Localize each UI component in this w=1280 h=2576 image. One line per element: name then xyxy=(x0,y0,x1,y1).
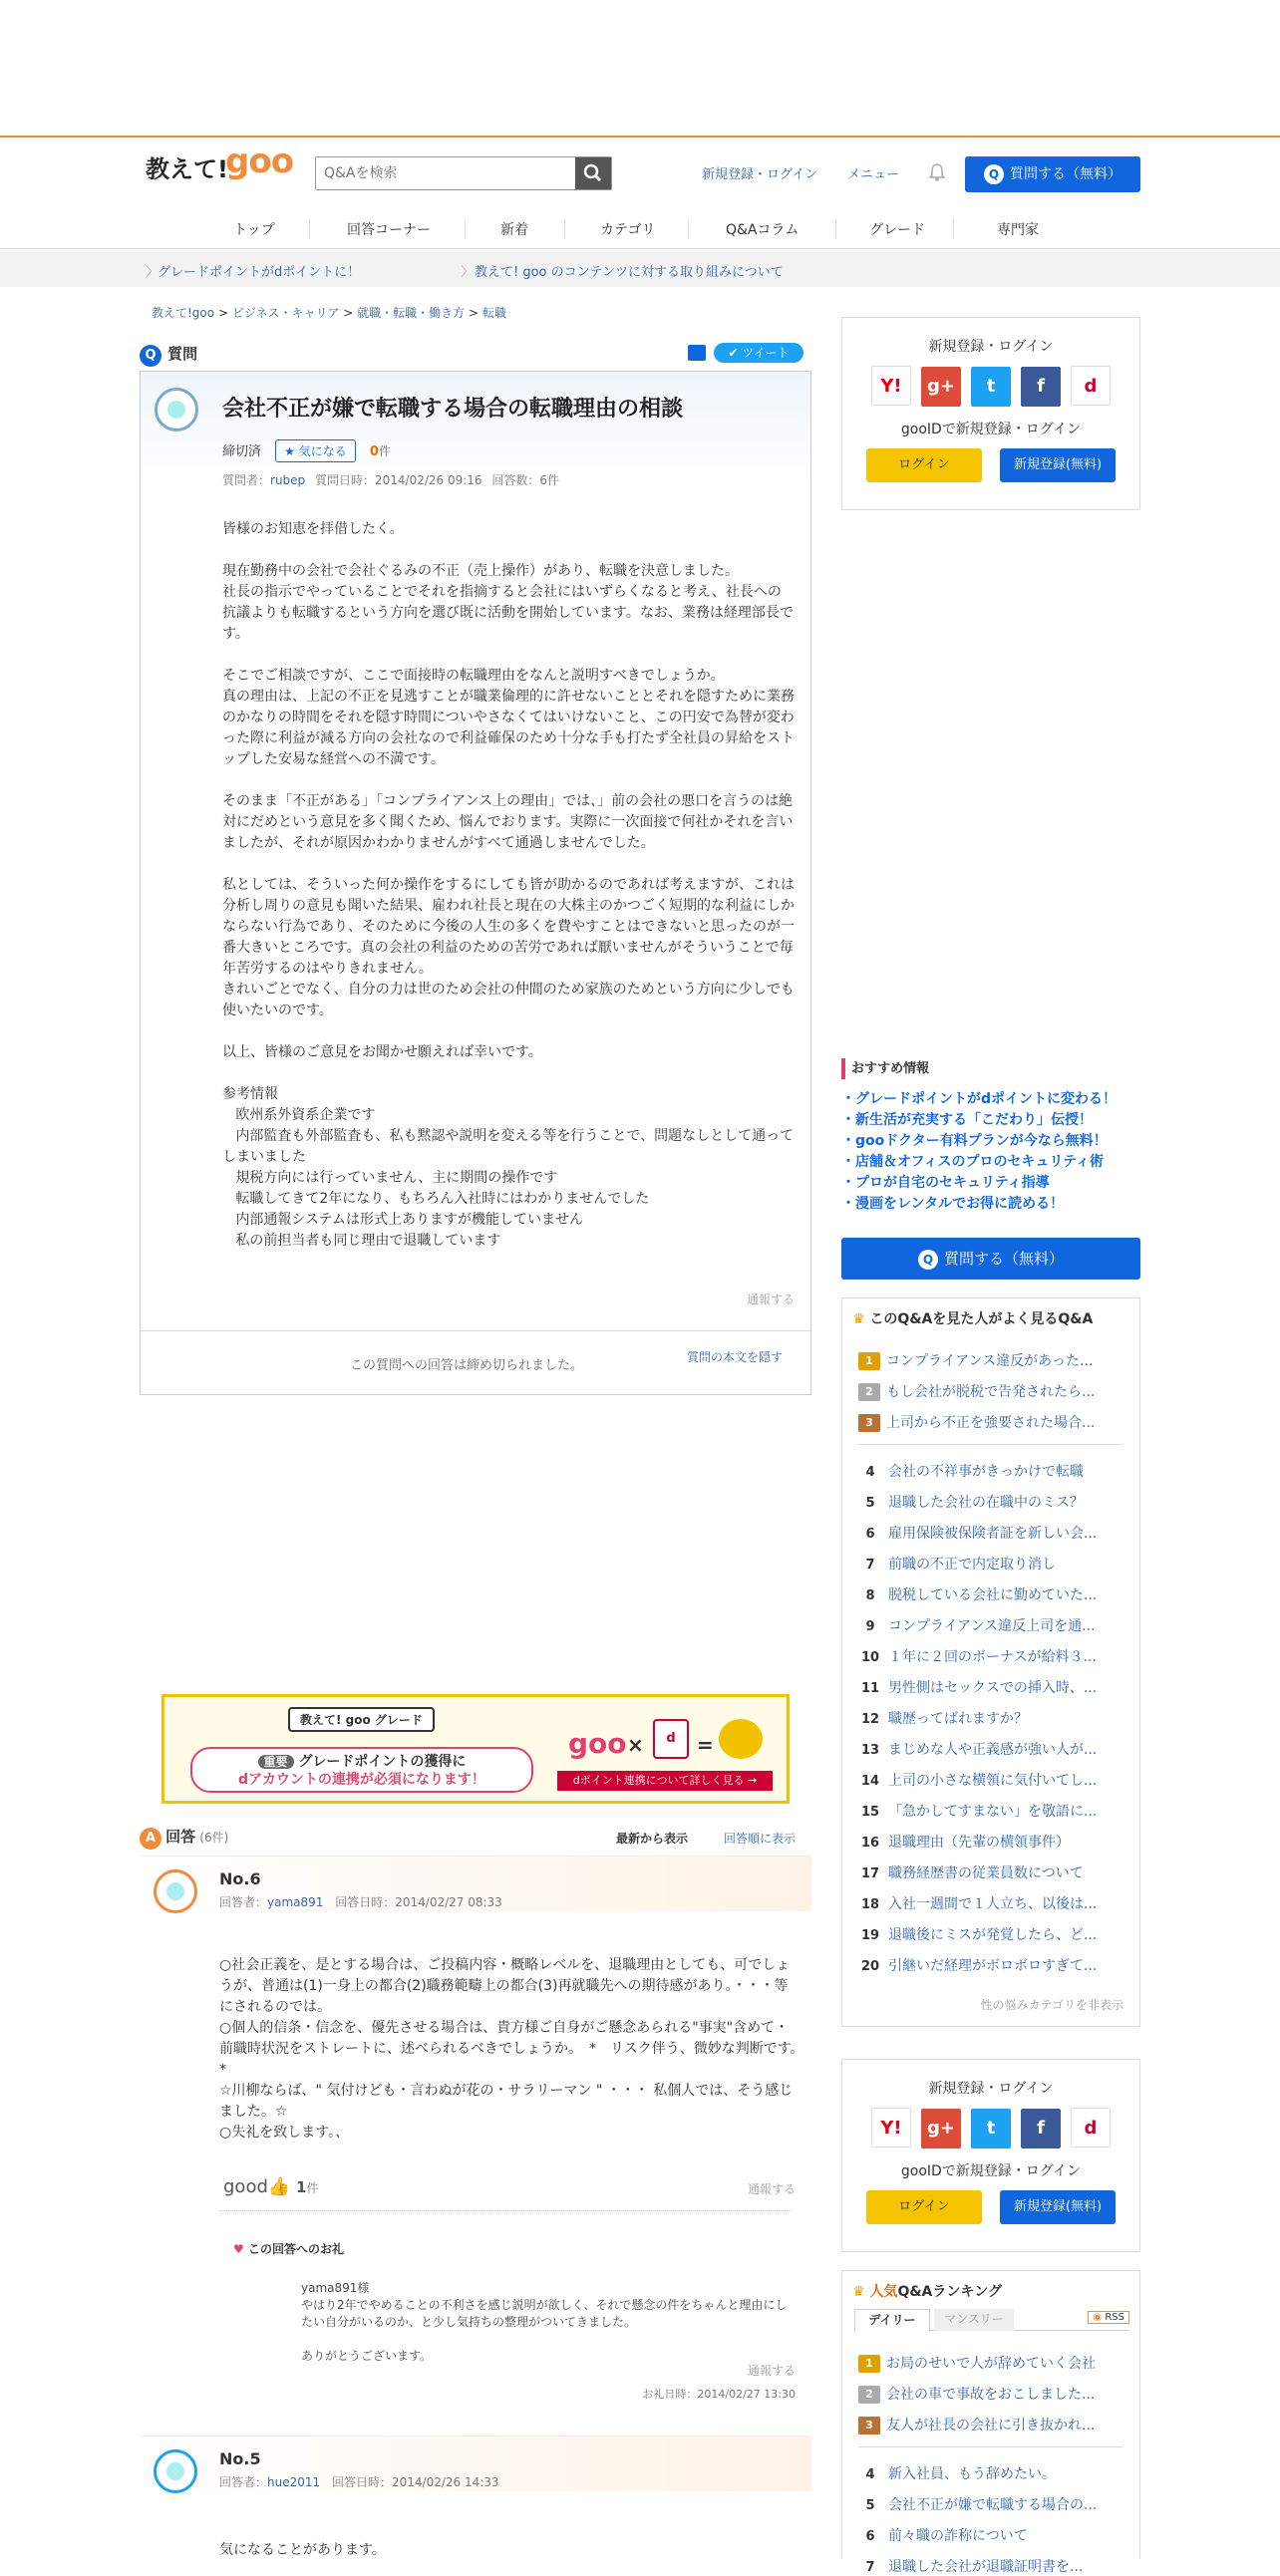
thanks-body: yama891様 やはり2年でやめることの不利さを感じ説明が欲しく、それで懸念の件をちゃんと理由にしたい自分がいるのか、と少し気持ちの整理がついてきました。 ありがとうございます。 xyxy=(301,2281,788,2363)
rank-2-crown-icon: 2 xyxy=(858,2386,880,2404)
popular-item[interactable]: 1 お局のせいで人が辞めていく会社 xyxy=(858,2353,1096,2373)
notice-contents[interactable]: 教えて! goo のコンテンツに対する取り組みについて xyxy=(475,265,784,280)
crown-icon: ♛ xyxy=(852,2284,865,2300)
closed-notice: この質問への回答は締め切られました。 xyxy=(350,1358,584,1373)
rank-2-crown-icon: 2 xyxy=(858,1383,880,1401)
register-button[interactable]: 新規登録(無料) xyxy=(1000,2190,1116,2224)
facebook-icon[interactable]: f xyxy=(1021,2109,1061,2148)
report-link[interactable]: 通報する xyxy=(746,1292,795,1306)
good-label: good xyxy=(223,2176,268,2197)
recommend-box xyxy=(841,1058,1140,1215)
facebook-icon[interactable]: f xyxy=(1021,367,1061,407)
rank-1-crown-icon: 1 xyxy=(858,2355,880,2373)
related-item[interactable]: 7 前職の不正で内定取り消し xyxy=(865,1557,1056,1573)
social-login-row xyxy=(842,366,1139,407)
dpoint-link-button[interactable]: dポイント連携について詳しく見る → xyxy=(557,1771,773,1791)
answer-date: 回答日時：2014/02/26 14:33 xyxy=(331,2475,499,2489)
related-item[interactable]: 13 まじめな人や正義感が強い人が... xyxy=(860,1742,1098,1758)
global-nav xyxy=(0,209,1280,249)
crown-icon: ♛ xyxy=(852,1311,865,1327)
related-title-row xyxy=(852,1308,1093,1328)
nav-grade[interactable]: グレード xyxy=(869,222,925,238)
popular-title-row xyxy=(852,2281,1002,2301)
related-item[interactable]: 10 １年に２回のボーナスが給料３... xyxy=(860,1649,1097,1665)
search-box xyxy=(315,156,612,190)
related-item[interactable]: 20 引継いだ経理がボロボロすぎて... xyxy=(860,1958,1098,1974)
answer-date: 回答日時：2014/02/27 08:33 xyxy=(335,1895,502,1909)
banner-times: × xyxy=(627,1733,644,1757)
related-item[interactable]: 11 男性側はセックスでの挿入時、... xyxy=(860,1680,1098,1696)
tab-monthly[interactable]: マンスリー xyxy=(934,2309,1014,2331)
answers-count: (6件) xyxy=(199,1831,229,1845)
nav-expert[interactable]: 専門家 xyxy=(997,222,1039,238)
login-buttons xyxy=(842,2190,1139,2224)
recommend-item[interactable]: ・店舗＆オフィスのプロのセキュリティ術 xyxy=(841,1154,1105,1170)
popular-item[interactable]: 6 前々職の詐称について xyxy=(865,2528,1028,2544)
nav-category[interactable]: カテゴリ xyxy=(600,222,656,238)
popular-item[interactable]: 3 友人が社長の会社に引き抜かれ... xyxy=(858,2415,1095,2434)
search-icon xyxy=(575,157,611,189)
bookmark-icon[interactable] xyxy=(688,345,706,361)
answerer-link[interactable]: hue2011 xyxy=(267,2475,321,2489)
nav-top[interactable]: トップ xyxy=(233,222,275,238)
chevron-right-icon: 〉 xyxy=(146,265,160,280)
goo-id-text: gooIDで新規登録・ログイン xyxy=(900,422,1082,437)
recommend-title: おすすめ情報 xyxy=(841,1058,1140,1079)
answerer-avatar xyxy=(154,2449,197,2493)
answer-number: No.6 xyxy=(219,1869,261,1888)
rss-icon: ◉ xyxy=(1093,2312,1103,2323)
tab-daily[interactable]: デイリー xyxy=(854,2309,930,2332)
related-item[interactable]: 19 退職後にミスが発覚したら、ど... xyxy=(860,1927,1098,1943)
related-item[interactable]: 12 職歴ってばれますか？ xyxy=(860,1711,1028,1727)
google-plus-icon[interactable]: g+ xyxy=(921,2109,961,2148)
question-title: 会社不正が嫌で転職する場合の転職理由の相談 xyxy=(222,397,684,422)
question-status-row xyxy=(222,439,391,462)
bell-icon[interactable] xyxy=(927,162,947,182)
thanks-label-row xyxy=(233,2240,344,2257)
answer-5 xyxy=(140,2435,811,2559)
sort-by-order[interactable]: 回答順に表示 xyxy=(724,1832,797,1846)
recommend-item[interactable]: ・gooドクター有料プランが今なら無料！ xyxy=(841,1133,1108,1149)
q-icon: Q xyxy=(984,164,1004,184)
grade-banner[interactable] xyxy=(161,1694,790,1804)
dpoint-icon: d xyxy=(653,1719,689,1759)
watch-label: 気になる xyxy=(298,444,347,458)
banner-line1: グレードポイントの獲得に xyxy=(298,1754,467,1770)
sidebar-ask-button[interactable] xyxy=(841,1238,1140,1280)
star-icon: ★ xyxy=(284,444,295,458)
search-input[interactable] xyxy=(316,157,577,189)
answer-6 xyxy=(140,1856,811,2435)
logo-text[interactable]: 教えて! xyxy=(146,155,228,183)
nav-answer-corner[interactable]: 回答コーナー xyxy=(347,222,431,238)
docomo-icon[interactable]: d xyxy=(1071,2108,1111,2147)
login-buttons xyxy=(842,448,1139,482)
answer-icon: A xyxy=(140,1828,161,1850)
breadcrumb: 教えて!goo > ビジネス・キャリア > 就職・転職・働き方 > 転職 xyxy=(152,306,506,320)
answer-body: 気になることがあります。 xyxy=(219,2542,386,2558)
related-item[interactable]: 15 「急かしてすまない」を敬語に... xyxy=(860,1804,1098,1820)
yahoo-icon[interactable]: Y! xyxy=(871,2108,911,2147)
recommend-item[interactable]: ・漫画をレンタルでお得に読める！ xyxy=(841,1196,1065,1212)
yahoo-icon[interactable]: Y! xyxy=(871,366,911,406)
answers-header xyxy=(140,1826,811,1856)
popular-item[interactable]: 2 会社の車で事故をおこしました... xyxy=(858,2384,1095,2404)
chevron-right-icon: 〉 xyxy=(461,265,475,280)
rss-button[interactable]: ◉ RSS xyxy=(1088,2311,1129,2324)
question-meta xyxy=(222,471,559,488)
notice-bar xyxy=(0,251,1280,287)
top-ad-area xyxy=(0,0,1280,138)
sidebar-login-box xyxy=(841,317,1140,510)
breadcrumb-item[interactable]: 就職・転職・働き方 xyxy=(357,306,466,320)
login-title: 新規登録・ログイン xyxy=(928,2081,1054,2097)
google-plus-icon[interactable]: g+ xyxy=(921,367,961,407)
banner-line2: dアカウントの連携が必須になります！ xyxy=(238,1772,485,1788)
logo-goo[interactable]: goo xyxy=(225,142,294,181)
asker-label: 質問者： xyxy=(222,473,271,487)
ask-button-label: 質問する（無料） xyxy=(943,1250,1064,1268)
related-item[interactable]: 14 上司の小さな横領に気付いてし... xyxy=(860,1773,1098,1789)
question-body: 皆様のお知恵を拝借したく。 現在勤務中の会社で会社ぐるみの不正（売上操作）があり、転職を決意しました。 社長の指示でやっていることでそれを指摘すると会社にはいずらくなると考え、社長への抗議よりも転職するという方向を選び既に活動を開始しています。なお、業務は経理部長です。 そこでご相談ですが、ここで面接時の転職理由をなんと説明すべきでしょうか。 真の理由は、上記の不正を見逃すことが職業倫理的に許せないこととそれを隠すために業務のかなりの時間をそれを隠す時間についやさなくてはいけないこと、この円安で為替が変わった際に利益が減る方向の会社なので利益確保のため十分な手も打たず全社員の昇給をストップした安易な経営への不満です。 そのまま「不正がある」「コンプライアンス上の理由」では、」前の会社の悪口を言うのは絶対にだめという意見を多く聞くため、悩んでおります。実際に一次面接で何社かそれを言いましたが、それが原因かわかりませんがすべて通過しませんでした。 私としては、そういった何か操作をするにしても皆が助かるのであれば考えますが、これは分析し周りの意見も聞いた結果、雇われ社長と現在の大株主のかつごく短期的な利益にしかならない行為であり、そのために今後の人生の多くを費やすことはできないと思ったのが一番大きいところです。真の会社の利益のための苦労であれば厭いませんがそういうことで毎年苦労するのはやりきれません。 きれいごとでなく、自分の力は世のため会社の仲間のため家族のためという方向に少しでも使いたいのです。 以上、皆様のご意見をお聞かせ願えれば幸いです。 参考情報 欧州系外資系企業です 内部監査も外部監査も、私も黙認や説明を変える等を行うことで、問題なしとして通ってしまいました 規税方向には行っていません、主に期間の操作です 転職してきて2年になり、もちろん入社時にはわかりませんでした 内部通報システムは形式上ありますが機能していません 私の前担当者も同じ理由で退職しています xyxy=(222,521,795,1249)
nav-qa-column[interactable]: Q&Aコラム xyxy=(726,222,800,238)
related-item[interactable]: 9 コンプライアンス違反上司を通... xyxy=(865,1618,1096,1634)
login-title: 新規登録・ログイン xyxy=(928,339,1054,355)
banner-eq: = xyxy=(697,1733,714,1757)
recommend-item[interactable]: ・グレードポイントがdポイントに変わる！ xyxy=(841,1091,1118,1107)
menu-link[interactable]: メニュー xyxy=(847,167,900,182)
search-button[interactable] xyxy=(575,157,611,189)
thanks-date: お礼日時：2014/02/27 13:30 xyxy=(642,2388,796,2401)
answerer-label: 回答者： xyxy=(219,2475,268,2489)
twitter-icon[interactable]: t xyxy=(971,367,1011,407)
asker-avatar xyxy=(155,388,198,431)
related-item[interactable]: 8 脱税している会社に勤めていた... xyxy=(865,1587,1098,1603)
related-item[interactable]: 17 職務経歴書の従業員数について xyxy=(860,1865,1084,1881)
thanks-report-link[interactable]: 通報する xyxy=(747,2364,796,2378)
question-section-header xyxy=(140,343,811,367)
answerer-label: 回答者： xyxy=(219,1895,268,1909)
related-item[interactable]: 18 入社一週間で１人立ち、以後は... xyxy=(860,1896,1098,1912)
tweet-button[interactable] xyxy=(714,343,803,363)
breadcrumb-item[interactable]: 転職 xyxy=(481,306,506,320)
related-qa-box xyxy=(841,1297,1140,2027)
thumbs-up-icon: 👍 xyxy=(267,2176,291,2197)
banner-brand: 教えて! goo グレード xyxy=(288,1707,435,1732)
banner-goo: goo xyxy=(568,1727,627,1760)
rank-1-crown-icon: 1 xyxy=(858,1352,880,1370)
recommend-item[interactable]: ・新生活が充実する「こだわり」伝授！ xyxy=(841,1112,1093,1128)
related-item[interactable]: 2 もし会社が脱税で告発されたら... xyxy=(858,1381,1095,1401)
important-badge: 重要 xyxy=(258,1755,294,1769)
popular-title-prefix: 人気 xyxy=(869,2284,898,2300)
good-button[interactable] xyxy=(223,2176,319,2197)
question-top xyxy=(141,372,810,481)
hide-body-link[interactable]: 質問の本文を隠す xyxy=(687,1350,784,1364)
report-link[interactable]: 通報する xyxy=(747,2182,796,2196)
asker-link[interactable]: rubep xyxy=(270,473,306,487)
popular-item[interactable]: 7 退職した会社が退職証明書を... xyxy=(865,2559,1084,2575)
good-count: 1 xyxy=(296,2178,307,2196)
thanks-label: この回答へのお礼 xyxy=(247,2242,344,2256)
related-item[interactable]: 6 雇用保険被保険者証を新しい会... xyxy=(865,1526,1098,1542)
coins-icon xyxy=(719,1719,763,1759)
question-date: 質問日時：2014/02/26 09:16 xyxy=(315,473,482,487)
popular-title: Q&Aランキング xyxy=(897,2284,1002,2300)
answers-label: 回答 xyxy=(165,1828,196,1846)
answer-body: ○社会正義を、是とする場合は、ご投稿内容・概略レベルを、退職理由としても、可でしょうが、普通は(1)一身上の都合(2)職務範疇上の都合(3)再就職先への期待感があり。・・・等にされるのでは。 ○個人的信条・信念を、優先させる場合は、貴方様ご自身がご懸念あられる"事実"含めて・前職時状況をストレートに、述べられるべきでしょうか。 * リスク伴う、微妙な判断です。 * ☆川柳ならば、" 気付けども・言わぬが花の・サラリーマン " ・・・ 私個人では、そう感じました。☆ ○失礼を致します。、 xyxy=(219,1957,798,2141)
answer-count: 回答数：6件 xyxy=(491,473,560,487)
twitter-icon[interactable]: t xyxy=(971,2109,1011,2148)
breadcrumb-item[interactable]: 教えて!goo xyxy=(152,306,215,320)
related-item[interactable]: 16 退職理由（先輩の横領事件） xyxy=(860,1835,1070,1851)
rank-3-crown-icon: 3 xyxy=(858,1414,880,1432)
answer-number: No.5 xyxy=(219,2449,261,2468)
hide-category-link[interactable]: 性の悩みカテゴリを非表示 xyxy=(980,1998,1123,2012)
heart-icon: ♥ xyxy=(233,2242,244,2256)
docomo-icon[interactable]: d xyxy=(1071,366,1111,406)
answerer-avatar xyxy=(154,1869,197,1913)
related-item[interactable]: 1 コンプライアンス違反があった... xyxy=(858,1350,1093,1370)
question-section-label: 質問 xyxy=(167,345,198,363)
related-item[interactable]: 4 会社の不祥事がきっかけで転職 xyxy=(865,1464,1084,1480)
popular-tabs xyxy=(854,2309,1129,2331)
good-unit: 件 xyxy=(306,2181,319,2195)
popular-item[interactable]: 5 会社不正が嫌で転職する場合の... xyxy=(865,2497,1098,2513)
related-title: このQ&Aを見た人がよく見るQ&A xyxy=(869,1311,1094,1327)
rank-3-crown-icon: 3 xyxy=(858,2417,880,2434)
tweet-label: ツイート xyxy=(742,346,790,360)
popular-ranking-box xyxy=(841,2270,1140,2575)
notice-grade[interactable]: グレードポイントがdポイントに！ xyxy=(158,265,361,280)
related-item[interactable]: 3 上司から不正を強要された場合... xyxy=(858,1412,1095,1432)
answer-meta xyxy=(219,2473,499,2490)
banner-message xyxy=(190,1747,533,1793)
recommend-item[interactable]: ・プロが自宅のセキュリティ指導 xyxy=(841,1175,1050,1191)
answer-meta xyxy=(219,1893,502,1910)
register-button[interactable]: 新規登録(無料) xyxy=(1000,448,1116,482)
login-link[interactable]: 新規登録・ログイン xyxy=(702,167,818,182)
popular-item[interactable]: 4 新入社員、もう辞めたい。 xyxy=(865,2466,1056,2482)
question-icon: Q xyxy=(140,345,161,367)
nav-new[interactable]: 新着 xyxy=(500,222,528,238)
status-badge: 締切済 xyxy=(222,444,262,459)
login-button[interactable]: ログイン xyxy=(866,448,982,482)
answerer-link[interactable]: yama891 xyxy=(267,1895,324,1909)
question-box xyxy=(140,371,811,1395)
watch-count: 0 xyxy=(369,444,379,459)
social-login-row xyxy=(842,2108,1139,2148)
login-button[interactable]: ログイン xyxy=(866,2190,982,2224)
breadcrumb-item[interactable]: ビジネス・キャリア xyxy=(231,306,340,320)
ask-button-label: 質問する（無料） xyxy=(1010,166,1121,182)
q-icon: Q xyxy=(918,1250,938,1270)
watch-button[interactable] xyxy=(275,439,356,462)
related-item[interactable]: 5 退職した会社の在職中のミス？ xyxy=(865,1495,1084,1511)
goo-id-text: gooIDで新規登録・ログイン xyxy=(900,2163,1082,2179)
ask-question-button[interactable] xyxy=(965,156,1140,192)
sort-newest[interactable]: 最新から表示 xyxy=(616,1832,689,1846)
sidebar-login-box-2 xyxy=(841,2059,1140,2252)
watch-unit: 件 xyxy=(378,444,391,458)
twitter-icon: ✔ xyxy=(728,346,743,360)
